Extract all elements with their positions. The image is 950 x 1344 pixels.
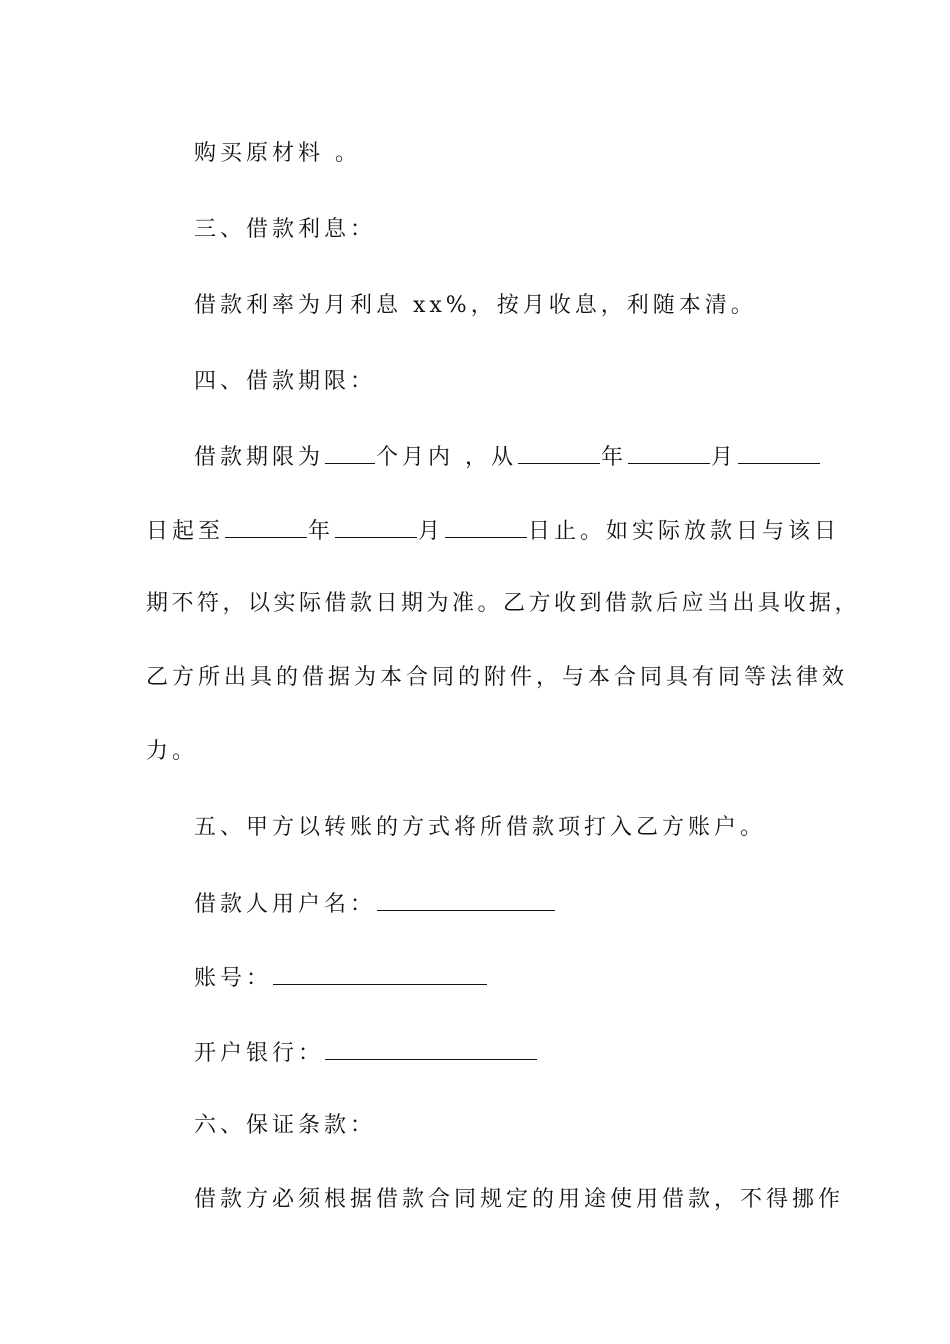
heading-guarantee: 六、保证条款： xyxy=(194,1113,377,1138)
end-year-blank xyxy=(225,515,307,538)
paragraph-purpose: 购买原材料 。 xyxy=(194,141,361,166)
term-text-8: 日止。如实际放款日与该日 xyxy=(528,519,841,544)
term-text-3: 年 xyxy=(601,445,628,470)
term-text-2: 个月内 ，从 xyxy=(376,445,518,470)
term-text-7: 月 xyxy=(418,519,445,544)
borrower-username-line xyxy=(194,888,874,920)
paragraph-term-line2 xyxy=(146,515,841,547)
paragraph-interest: 借款利率为月利息 xx%，按月收息，利随本清。 xyxy=(194,293,757,318)
paragraph-term-line3: 期不符，以实际借款日期为准。乙方收到借款后应当出具收据， xyxy=(146,591,861,616)
term-text-5: 日起至 xyxy=(146,519,225,544)
end-day-blank xyxy=(445,515,527,538)
term-text-6: 年 xyxy=(308,519,335,544)
heading-interest: 三、借款利息： xyxy=(194,217,377,242)
borrower-username-blank xyxy=(377,888,555,911)
bank-blank xyxy=(325,1037,537,1060)
start-month-blank xyxy=(628,441,710,464)
end-month-blank xyxy=(335,515,417,538)
start-year-blank xyxy=(518,441,600,464)
term-text-1: 借款期限为 xyxy=(194,445,325,470)
bank-label: 开户银行： xyxy=(194,1041,325,1066)
start-day-blank xyxy=(738,441,820,464)
heading-term: 四、借款期限： xyxy=(194,369,377,394)
paragraph-guarantee: 借款方必须根据借款合同规定的用途使用借款，不得挪作 xyxy=(194,1187,845,1212)
account-blank xyxy=(273,962,487,985)
borrower-username-label: 借款人用户名： xyxy=(194,892,377,917)
term-months-blank xyxy=(325,441,375,464)
heading-transfer: 五、甲方以转账的方式将所借款项打入乙方账户。 xyxy=(194,815,767,840)
account-line xyxy=(194,962,874,994)
bank-line xyxy=(194,1037,874,1069)
term-text-4: 月 xyxy=(711,445,738,470)
account-label: 账号： xyxy=(194,966,273,991)
paragraph-term-line4: 乙方所出具的借据为本合同的附件，与本合同具有同等法律效 xyxy=(146,665,849,690)
paragraph-term-line1 xyxy=(194,441,874,473)
paragraph-term-line5: 力。 xyxy=(146,739,199,764)
